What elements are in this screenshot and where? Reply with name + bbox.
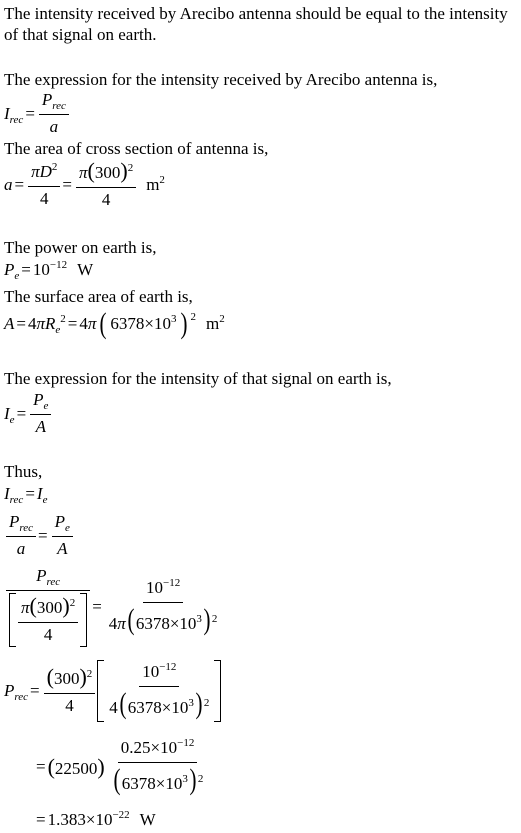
eq-ratio: $\frac{P_{rec}}{a}$ = $\frac{P_e}{A}$ bbox=[4, 512, 75, 559]
eq-result: = $1.383\times 10^{-22}$ W bbox=[36, 809, 156, 829]
intensity-earth-text: The expression for the intensity of that signal on earth is, bbox=[4, 369, 392, 388]
eq-intensity-rec: $I_{rec}$ = $\frac{P_{rec}}{a}$ bbox=[4, 90, 71, 137]
intensity-rec-text: The expression for the intensity received by Arecibo antenna is, bbox=[4, 70, 438, 89]
eq-substitute: $\frac{P_{rec}}{\frac{\pi(300)^2}{4}}$ = $\frac{10^{-12}}{4\pi(6378\times 10^3) ^2}$ bbox=[4, 566, 222, 647]
eq-area: a = $\frac{\pi D^2}{4}$ = $\frac{\pi(300)^2}{4}$ $m^2$ bbox=[4, 158, 165, 209]
intro-text: The intensity received by Arecibo antenna should be equal to the intensity of that signal on earth. bbox=[4, 4, 508, 44]
eq-intensity-earth: $I_e$ = $\frac{P_e}{A}$ bbox=[4, 390, 53, 437]
eq-equal: $I_{rec}$ = $I_e$ bbox=[4, 484, 48, 506]
eq-power: $P_e$ = $10^{-12}$ W bbox=[4, 259, 94, 282]
area-text: The area of cross section of antenna is, bbox=[4, 139, 269, 158]
thus-text: Thus, bbox=[4, 462, 43, 481]
surface-text: The surface area of earth is, bbox=[4, 287, 193, 306]
eq-simplify: = (22500) $\frac{0.25\times 10^{-12}}{(6378\times 10^3) ^2}$ bbox=[36, 737, 204, 796]
power-text: The power on earth is, bbox=[4, 238, 157, 257]
eq-solve: $P_{rec}$ = $\frac{(300)^2}{4}$ $\frac{10^{-12}}{4(6378\times 10^3) ^2}$ bbox=[4, 660, 223, 722]
eq-surface: A = $4\pi R_e^2$ = 4π ( $6378\times 10^3$ ) 2 $m^2$ bbox=[4, 307, 225, 340]
